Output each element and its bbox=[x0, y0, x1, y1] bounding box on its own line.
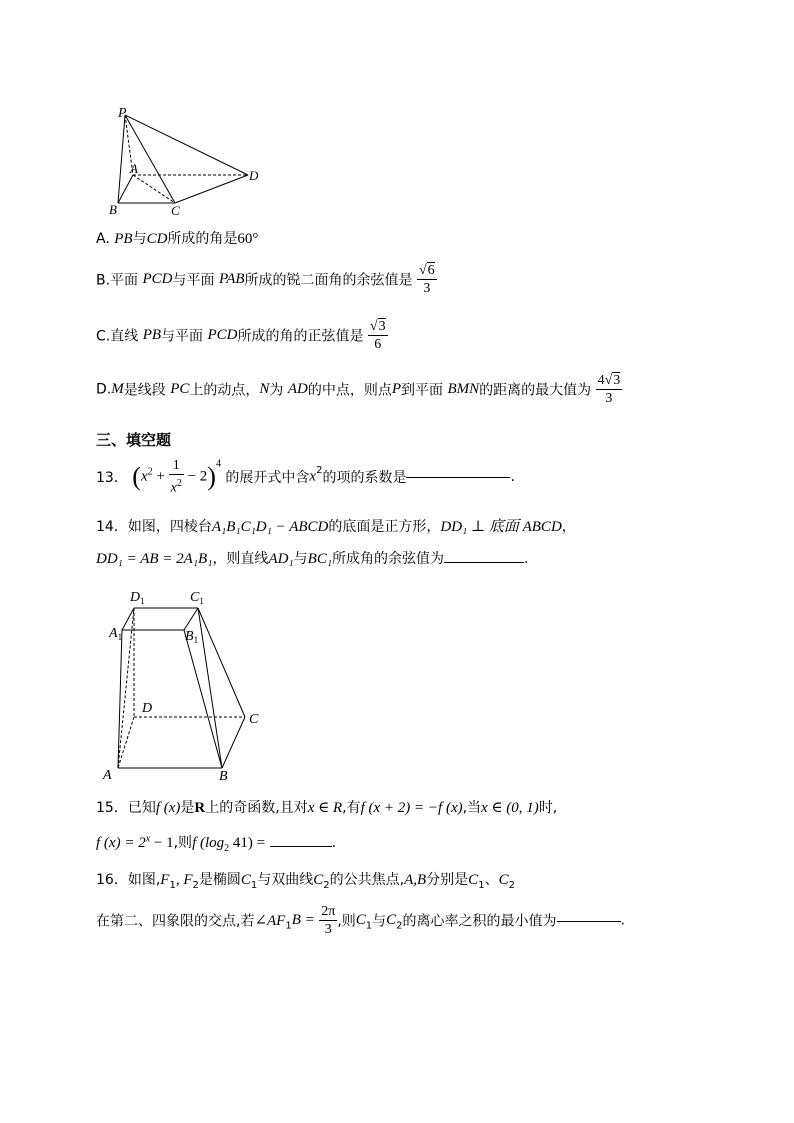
label-P: P bbox=[118, 106, 127, 121]
answer-blank-16[interactable] bbox=[557, 920, 621, 922]
option-c: C.直线 PB与平面 PCD所成的角的正弦值是 $\frac{√3}{6}$ bbox=[96, 319, 386, 352]
label-C: C bbox=[249, 712, 259, 727]
label-D: D bbox=[249, 168, 259, 183]
question-15-line2: f $(x) = 2^x - 1$,则f ($\log_2$ 41) = . bbox=[96, 833, 337, 854]
answer-blank-15[interactable] bbox=[270, 845, 332, 847]
label-C: C bbox=[171, 203, 180, 218]
pyramid-figure bbox=[100, 103, 270, 221]
fraction-sqrt3-over-6: $\frac{√3}{6}$ bbox=[369, 319, 386, 352]
label-B: B bbox=[109, 202, 117, 217]
question-16-line2: 在第二、四象限的交点,若$\angle AF_1B$ = $\frac{2\pi}{3}$ ,则$C_1$与$C_2$的离心率之积的最小值为 . bbox=[96, 904, 625, 937]
label-B: B bbox=[219, 769, 228, 784]
frustum-figure bbox=[100, 585, 275, 785]
answer-blank-13[interactable] bbox=[406, 476, 510, 478]
expression-binomial: ($x^2$ + $\frac{1}{x^2}$ − 2)$^4$ bbox=[132, 458, 221, 496]
question-14: 14．如图，四棱台A₁B₁C₁D₁ − ABCD的底面是正方形，DD₁ ⊥ 底面 ABCD， bbox=[96, 519, 576, 535]
question-14-line2: DD₁ = AB = 2A₁B₁，则直线AD₁与BC₁所成角的余弦值为 . bbox=[96, 551, 529, 567]
fraction-4sqrt3-over-3: $\frac{4√3}{3}$ bbox=[597, 373, 621, 406]
option-a: A. PB与CD所成的角是60° bbox=[96, 231, 259, 247]
fraction-sqrt6-over-3: $\frac{√6}{3}$ bbox=[418, 263, 435, 296]
label-A: A bbox=[130, 161, 138, 176]
label-D1: $D_1$ bbox=[130, 590, 145, 606]
option-b: B.平面 PCD与平面 PAB所成的锐二面角的余弦值是 $\frac{√6}{3}$ bbox=[96, 263, 435, 296]
label-A: A bbox=[103, 768, 112, 783]
answer-blank-14[interactable] bbox=[444, 561, 524, 563]
section-title: 三、填空题 bbox=[96, 431, 172, 449]
question-15: 15．已知f (x)是R上的奇函数,且对x ∈ R,有f (x + 2) = −f (x),当x ∈ (0, 1)时, bbox=[96, 800, 558, 816]
label-C1: $C_1$ bbox=[190, 590, 204, 606]
label-D: D bbox=[142, 701, 153, 716]
option-d: D.M是线段 PC上的动点，N为 AD的中点，则点P到平面 BMN的距离的最大值为 $\frac{4√3}{3}$ bbox=[96, 373, 621, 406]
question-16: 16．如图$,F_1$, $F_2$是椭圆$C_1$与双曲线$C_2$的公共焦点,A,B分别是$C_1$、$C_2$ bbox=[96, 872, 515, 891]
label-A1: $A_1$ bbox=[109, 626, 123, 642]
question-13: 13． ($x^2$ + $\frac{1}{x^2}$ − 2)$^4$ 的展开式中含$x^2$的项的系数是 . bbox=[96, 458, 515, 496]
label-B1: $B_1$ bbox=[185, 629, 199, 645]
fraction-2pi-over-3: $\frac{2\pi}{3}$ bbox=[321, 904, 336, 937]
